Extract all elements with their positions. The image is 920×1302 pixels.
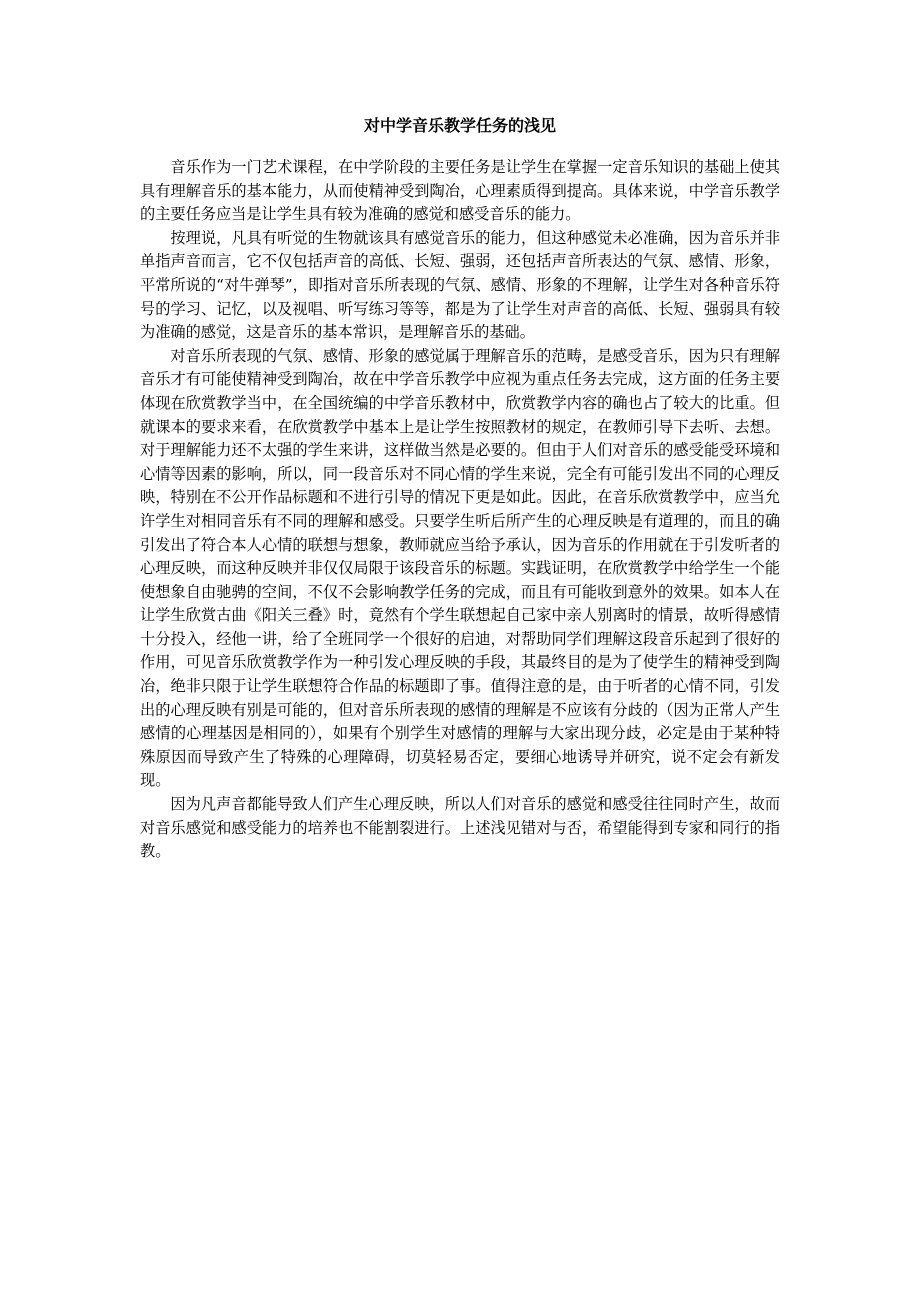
paragraph-4: 因为凡声音都能导致人们产生心理反映，所以人们对音乐的感觉和感受往往同时产生，故而对音乐感觉和感受能力的培养也不能割裂进行。上述浅见错对与否，希望能得到专家和同行的指教。 [140,795,780,861]
document-body [140,156,780,864]
paragraph-1: 音乐作为一门艺术课程，在中学阶段的主要任务是让学生在掌握一定音乐知识的基础上使其具有理解音乐的基本能力，从而使精神受到陶冶，心理素质得到提高。具体来说，中学音乐教学的主要任务应当是让学生具有较为准确的感觉和感受音乐的能力。 [140,158,780,224]
paragraph-3: 对音乐所表现的气氛、感情、形象的感觉属于理解音乐的范畴，是感受音乐，因为只有理解音乐才有可能使精神受到陶冶，故在中学音乐教学中应视为重点任务去完成，这方面的任务主要体现在欣赏教学当中，在全国统编的中学音乐教材中，欣赏教学内容的确也占了较大的比重。但就课本的要求来看，在欣赏教学中基本上是让学生按照教材的规定，在教师引导下去听、去想。对于理解能力还不太强的学生来讲，这样做当然是必要的。但由于人们对音乐的感受能受环境和心情等因素的影响，所以，同一段音乐对不同心情的学生来说，完全有可能引发出不同的心理反映，特别在不公开作品标题和不进行引导的情况下更是如此。因此，在音乐欣赏教学中，应当允许学生对相同音乐有不同的理解和感受。只要学生听后所产生的心理反映是有道理的，而且的确引发出了符合本人心情的联想与想象，教师就应当给予承认，因为音乐的作用就在于引发听者的心理反映，而这种反映并非仅仅局限于该段音乐的标题。实践证明，在欣赏教学中给学生一个能使想象自由驰骋的空间，不仅不会影响教学任务的完成，而且有可能收到意外的效果。如本人在让学生欣赏古曲《阳关三叠》时，竟然有个学生联想起自己家中亲人别离时的情景，故听得感情十分投入，经他一讲，给了全班同学一个很好的启迪，对帮助同学们理解这段音乐起到了很好的作用，可见音乐欣赏教学作为一种引发心理反映的手段，其最终目的是为了使学生的精神受到陶冶，绝非只限于让学生联想符合作品的标题即了事。值得注意的是，由于听者的心情不同，引发出的心理反映有别是可能的，但对音乐所表现的感情的理解是不应该有分歧的（因为正常人产生感情的心理基因是相同的），如果有个别学生对感情的理解与大家出现分歧，必定是由于某种特殊原因而导致产生了特殊的心理障碍，切莫轻易否定，要细心地诱导并研究，说不定会有新发现。 [140,346,780,790]
document-title: 对中学音乐教学任务的浅见 [363,116,556,135]
paragraph-2: 按理说，凡具有听觉的生物就该具有感觉音乐的能力，但这种感觉未必准确，因为音乐并非单指声音而言，它不仅包括声音的高低、长短、强弱，还包括声音所表达的气氛、感情、形象，平常所说的“对牛弹琴”，即指对音乐所表现的气氛、感情、形象的不理解，让学生对各种音乐符号的学习、记忆，以及视唱、听写练习等等，都是为了让学生对声音的高低、长短、强弱具有较为准确的感觉，这是音乐的基本常识，是理解音乐的基础。 [140,228,780,342]
